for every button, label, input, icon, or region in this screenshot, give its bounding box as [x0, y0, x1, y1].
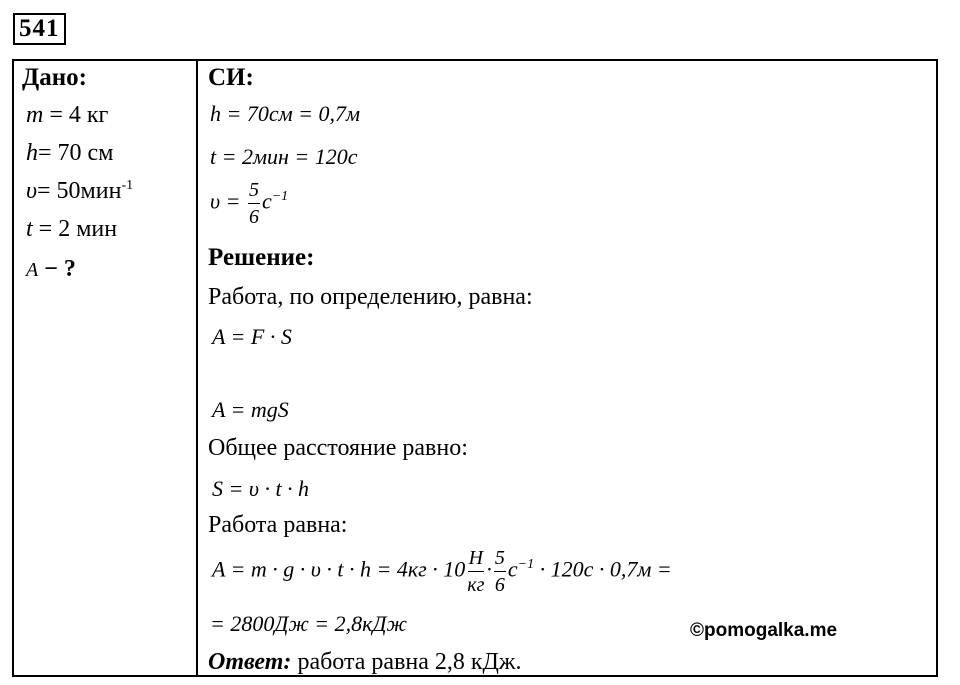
given-frequency [26, 178, 133, 205]
given-heading: Дано: [22, 64, 87, 91]
solution-heading: Решение: [208, 244, 315, 271]
solution-intro: Работа, по определению, равна: [208, 284, 533, 310]
equation-result: = 2800Дж = 2,8кДж [210, 611, 407, 636]
mass-value: = 4 кг [49, 102, 109, 128]
equation-distance: S = υ · t · h [212, 476, 310, 501]
equation-work-mgs: A = mgS [212, 397, 289, 422]
watermark: ©pomogalka.me [690, 620, 838, 641]
height-value: = 70 см [38, 140, 114, 166]
given-height [26, 140, 113, 167]
si-frequency-exponent: −1 [271, 189, 289, 205]
equation-work-calc [212, 548, 672, 595]
calc-unit-exponent: −1 [517, 557, 535, 573]
distance-text: Общее расстояние равно: [208, 435, 468, 461]
si-height: h = 70см = 0,7м [210, 101, 361, 126]
column-divider [196, 59, 198, 677]
frequency-exponent: -1 [121, 178, 134, 193]
calc-unit: с [507, 556, 518, 582]
given-time [26, 216, 117, 243]
find-text: − ? [44, 256, 76, 282]
frequency-variable: υ [26, 178, 38, 204]
calc-fraction-frequency [494, 548, 506, 595]
fraction-numerator: 5 [248, 180, 260, 204]
calc-part-a: A = m · g · υ · t · h = 4кг · 10 [212, 556, 466, 582]
calc-dot: · [486, 556, 492, 582]
si-frequency-unit: с [261, 188, 272, 214]
problem-number: 541 [13, 13, 66, 45]
answer-text: работа равна 2,8 кДж. [291, 649, 522, 675]
time-variable: t [26, 216, 33, 242]
answer-label: Ответ: [208, 649, 292, 675]
si-frequency-fraction [248, 180, 260, 227]
fraction-denominator: 6 [248, 206, 259, 228]
equation-work-definition: A = F · S [212, 324, 292, 349]
height-variable: h [26, 140, 38, 166]
fraction-denominator: кг [467, 574, 485, 596]
si-heading: СИ: [208, 64, 254, 91]
given-mass [26, 102, 108, 129]
calc-fraction-units [467, 548, 484, 595]
fraction-numerator: 5 [494, 548, 506, 572]
si-frequency-lhs: υ = [210, 188, 241, 214]
fraction-numerator: Н [468, 548, 484, 572]
find-variable: A [26, 259, 39, 281]
calc-part-b: · 120с · 0,7м = [539, 556, 672, 582]
si-frequency [210, 180, 288, 227]
given-find [26, 256, 76, 283]
frequency-value: = 50мин [37, 178, 122, 204]
work-text: Работа равна: [208, 512, 348, 538]
answer-line [208, 649, 522, 676]
mass-variable: m [26, 102, 44, 128]
si-time: t = 2мин = 120с [210, 144, 358, 169]
time-value: = 2 мин [38, 216, 118, 242]
fraction-denominator: 6 [494, 574, 505, 596]
